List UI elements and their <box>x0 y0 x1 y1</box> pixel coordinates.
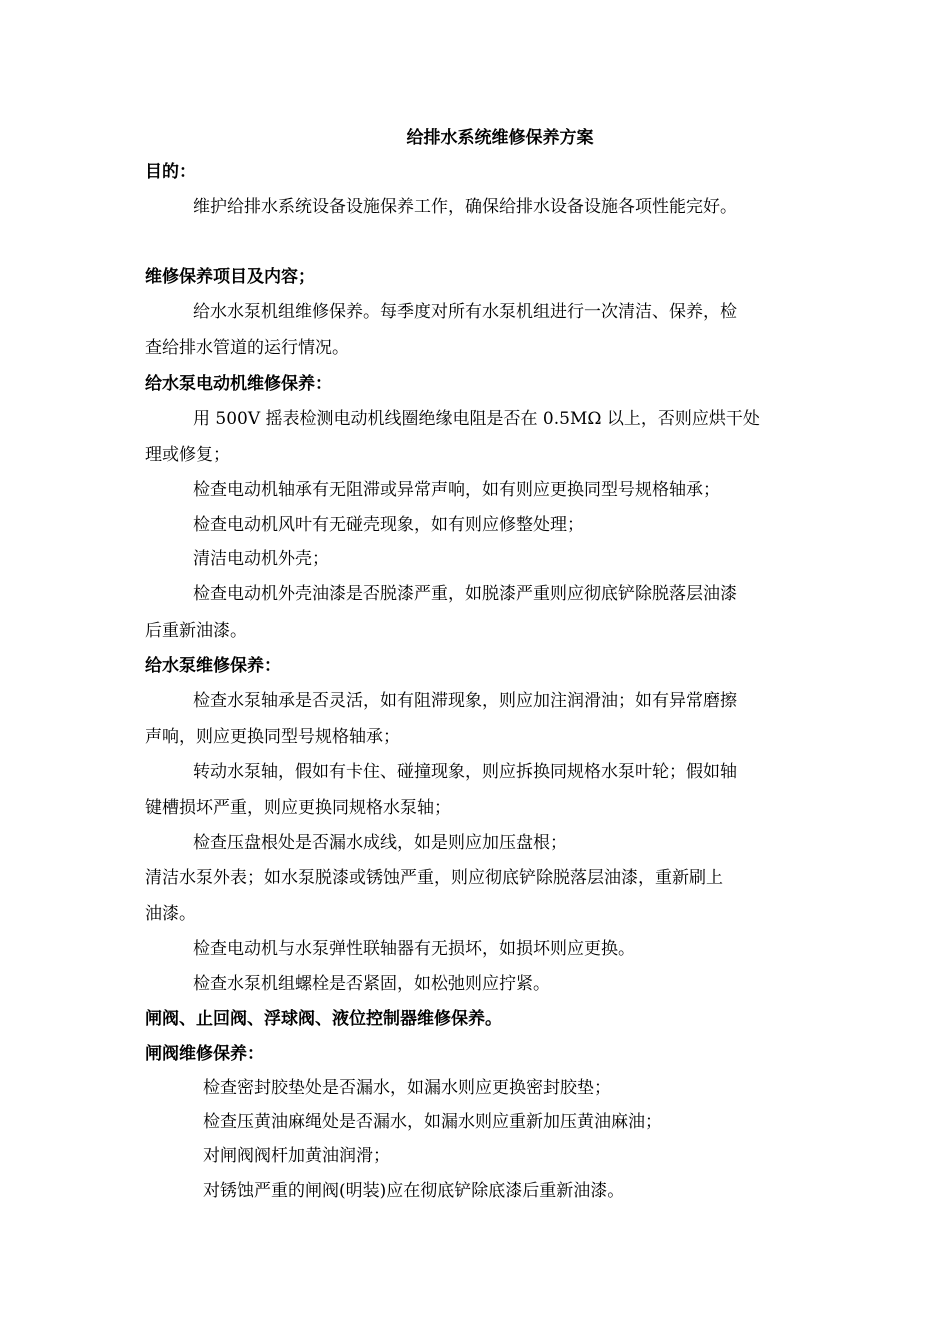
paragraph-line: 理或修复； <box>145 445 230 465</box>
paragraph-line: 检查电动机轴承有无阻滞或异常声响，如有则应更换同型号规格轴承； <box>193 480 720 500</box>
section-heading-valves: 闸阀、止回阀、浮球阀、液位控制器维修保养。 <box>145 1009 502 1029</box>
paragraph-line: 对锈蚀严重的闸阀(明装)应在彻底铲除底漆后重新油漆。 <box>203 1181 625 1201</box>
paragraph-line: 检查电动机与水泵弹性联轴器有无损坏，如损坏则应更换。 <box>193 939 635 959</box>
paragraph-line: 检查压盘根处是否漏水成线，如是则应加压盘根； <box>193 833 567 853</box>
paragraph-line: 查给排水管道的运行情况。 <box>145 338 349 358</box>
paragraph-line: 检查水泵轴承是否灵活，如有阻滞现象，则应加注润滑油；如有异常磨擦 <box>193 691 737 711</box>
paragraph-line: 转动水泵轴，假如有卡住、碰撞现象，则应拆换同规格水泵叶轮；假如轴 <box>193 762 737 782</box>
paragraph-line: 检查密封胶垫处是否漏水，如漏水则应更换密封胶垫； <box>203 1078 611 1098</box>
paragraph-line: 清洁水泵外表；如水泵脱漆或锈蚀严重，则应彻底铲除脱落层油漆，重新刷上 <box>145 868 723 888</box>
paragraph-line: 键槽损坏严重，则应更换同规格水泵轴； <box>145 798 451 818</box>
section-heading-pump: 给水泵维修保养： <box>145 656 281 676</box>
paragraph-line: 后重新油漆。 <box>145 621 247 641</box>
paragraph-line: 油漆。 <box>145 904 196 924</box>
paragraph-line: 给水水泵机组维修保养。每季度对所有水泵机组进行一次清洁、保养，检 <box>193 302 737 322</box>
section-heading-gate-valve: 闸阀维修保养： <box>145 1044 264 1064</box>
section-heading-items: 维修保养项目及内容； <box>145 267 315 287</box>
document-title: 给排水系统维修保养方案 <box>406 128 594 148</box>
paragraph-line: 维护给排水系统设备设施保养工作，确保给排水设备设施各项性能完好。 <box>193 197 737 217</box>
section-heading-purpose: 目的： <box>145 162 196 182</box>
section-heading-motor: 给水泵电动机维修保养： <box>145 374 332 394</box>
paragraph-line: 用 500V 摇表检测电动机线圈绝缘电阻是否在 0.5MΩ 以上，否则应烘干处 <box>193 409 760 429</box>
paragraph-line: 检查电动机风叶有无碰壳现象，如有则应修整处理； <box>193 515 584 535</box>
paragraph-line: 声响，则应更换同型号规格轴承； <box>145 727 400 747</box>
paragraph-line: 清洁电动机外壳； <box>193 549 329 569</box>
paragraph-line: 检查压黄油麻绳处是否漏水，如漏水则应重新加压黄油麻油； <box>203 1112 662 1132</box>
paragraph-line: 对闸阀阀杆加黄油润滑； <box>203 1146 390 1166</box>
paragraph-line: 检查电动机外壳油漆是否脱漆严重，如脱漆严重则应彻底铲除脱落层油漆 <box>193 584 737 604</box>
paragraph-line: 检查水泵机组螺栓是否紧固，如松弛则应拧紧。 <box>193 974 550 994</box>
